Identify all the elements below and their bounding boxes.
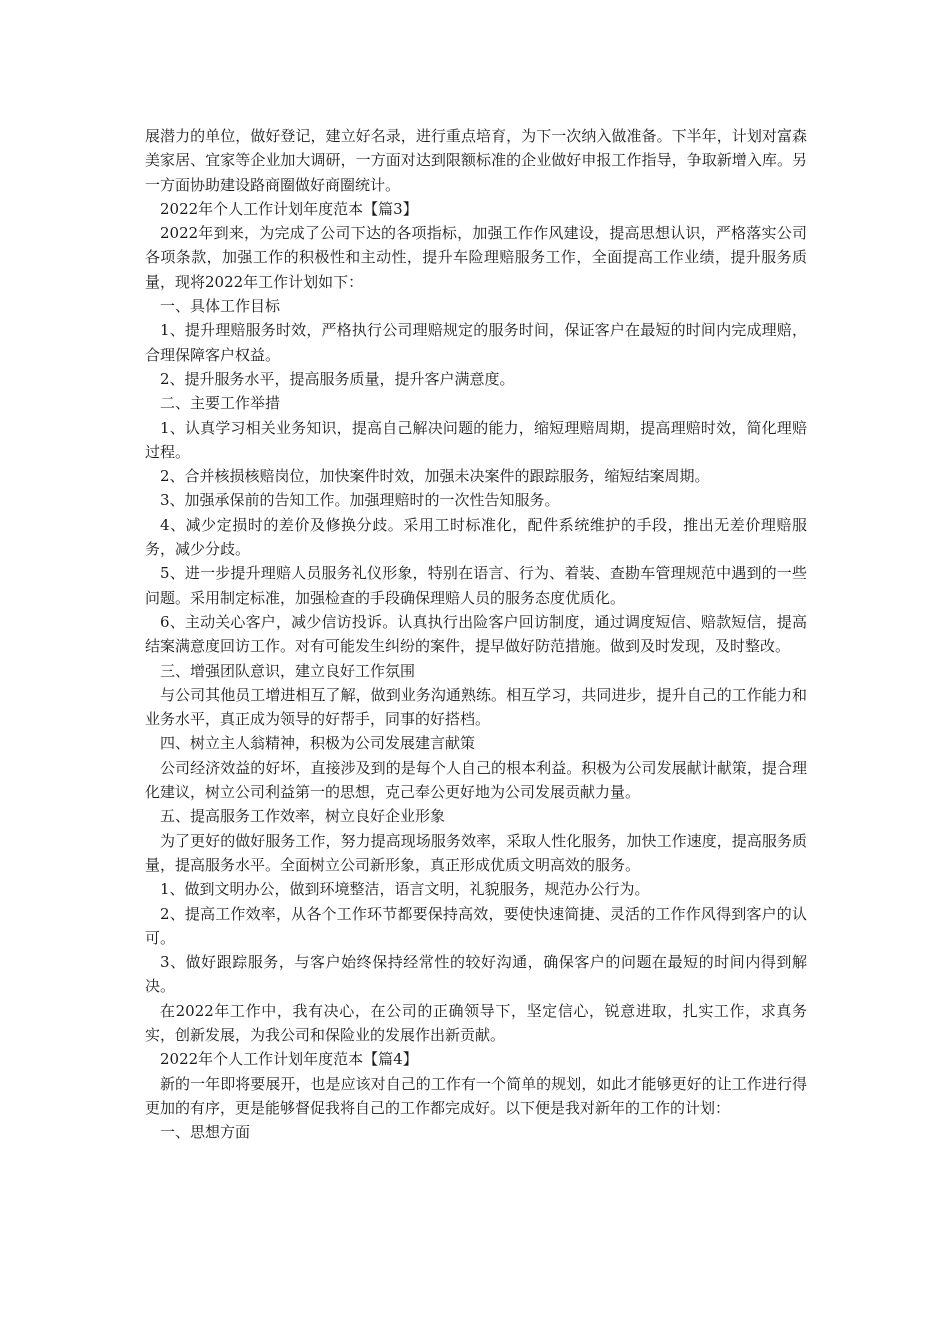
document-body <box>145 124 807 1144</box>
paragraph-22: 在2022年工作中，我有决心，在公司的正确领导下，坚定信心，锐意进取，扎实工作，求真务实，创新发展，为我公司和保险业的发展作出新贡献。 <box>145 1001 807 1044</box>
paragraph-8: 2、合并核损核赔岗位，加快案件时效，加强未决案件的跟踪服务，缩短结案周期。 <box>160 467 710 486</box>
paragraph-1: 2022年个人工作计划年度范本【篇3】 <box>160 199 418 218</box>
paragraph-9: 3、加强承保前的告知工作。加强理赔时的一次性告知服务。 <box>160 491 560 510</box>
paragraph-3: 一、具体工作目标 <box>160 297 281 316</box>
paragraph-2: 2022年到来，为完成了公司下达的各项指标，加强工作作风建设，提高思想认识，严格落实公司各项条款，加强工作的积极性和主动性，提升车险理赔服务工作，全面提高工作业绩，提升服务质量，现将2022年工作计划如下： <box>145 224 807 291</box>
paragraph-4: 1、提升理赔服务时效，严格执行公司理赔规定的服务时间，保证客户在最短的时间内完成理赔，合理保障客户权益。 <box>145 321 807 364</box>
paragraph-6: 二、主要工作举措 <box>160 394 281 413</box>
paragraph-7: 1、认真学习相关业务知识，提高自己解决问题的能力，缩短理赔周期，提高理赔时效，简化理赔过程。 <box>145 418 807 461</box>
paragraph-16: 公司经济效益的好坏，直接涉及到的是每个人自己的根本利益。积极为公司发展献计献策，提合理化建议，树立公司利益第一的思想，克己奉公更好地为公司发展贡献力量。 <box>145 758 807 802</box>
paragraph-10: 4、减少定损时的差价及修换分歧。采用工时标准化，配件系统维护的手段，推出无差价理赔服务，减少分歧。 <box>145 515 807 559</box>
paragraph-14: 与公司其他员工增进相互了解，做到业务沟通熟练。相互学习，共同进步，提升自己的工作能力和业务水平，真正成为领导的好帮手，同事的好搭档。 <box>145 685 807 729</box>
paragraph-11: 5、进一步提升理赔人员服务礼仪形象，特别在语言、行为、着装、查勘车管理规范中遇到的一些问题。采用制定标准，加强检查的手段确保理赔人员的服务态度优质化。 <box>145 564 807 607</box>
paragraph-13: 三、增强团队意识，建立良好工作氛围 <box>160 661 416 680</box>
paragraph-18: 为了更好的做好服务工作，努力提高现场服务效率，采取人性化服务，加快工作速度，提高服务质量，提高服务水平。全面树立公司新形象，真正形成优质文明高效的服务。 <box>145 831 807 874</box>
paragraph-5: 2、提升服务水平，提高服务质量，提升客户满意度。 <box>160 369 515 388</box>
paragraph-21: 3、做好跟踪服务，与客户始终保持经常性的较好沟通，确保客户的问题在最短的时间内得到解决。 <box>145 953 807 996</box>
paragraph-23: 2022年个人工作计划年度范本【篇4】 <box>160 1050 418 1069</box>
paragraph-12: 6、主动关心客户，减少信访投诉。认真执行出险客户回访制度，通过调度短信、赔款短信，提高结案满意度回访工作。对有可能发生纠纷的案件，提早做好防范措施。做到及时发现，及时整改。 <box>145 612 807 656</box>
paragraph-25: 一、思想方面 <box>160 1123 251 1142</box>
paragraph-17: 五、提高服务工作效率，树立良好企业形象 <box>160 807 446 826</box>
paragraph-20: 2、提高工作效率，从各个工作环节都要保持高效，要使快速简捷、灵活的工作作风得到客户的认可。 <box>145 904 807 947</box>
paragraph-15: 四、树立主人翁精神，积极为公司发展建言献策 <box>160 734 476 753</box>
paragraph-0: 展潜力的单位，做好登记，建立好名录，进行重点培育，为下一次纳入做准备。下半年，计划对富森美家居、宜家等企业加大调研，一方面对达到限额标准的企业做好申报工作指导，争取新增入库。另一方面协助建设路商圈做好商圈统计。 <box>145 127 807 194</box>
paragraph-24: 新的一年即将要展开，也是应该对自己的工作有一个简单的规划，如此才能够更好的让工作进行得更加的有序，更是能够督促我将自己的工作都完成好。以下便是我对新年的工作的计划： <box>145 1074 807 1117</box>
paragraph-19: 1、做到文明办公，做到环境整洁，语言文明，礼貌服务，规范办公行为。 <box>160 880 650 899</box>
